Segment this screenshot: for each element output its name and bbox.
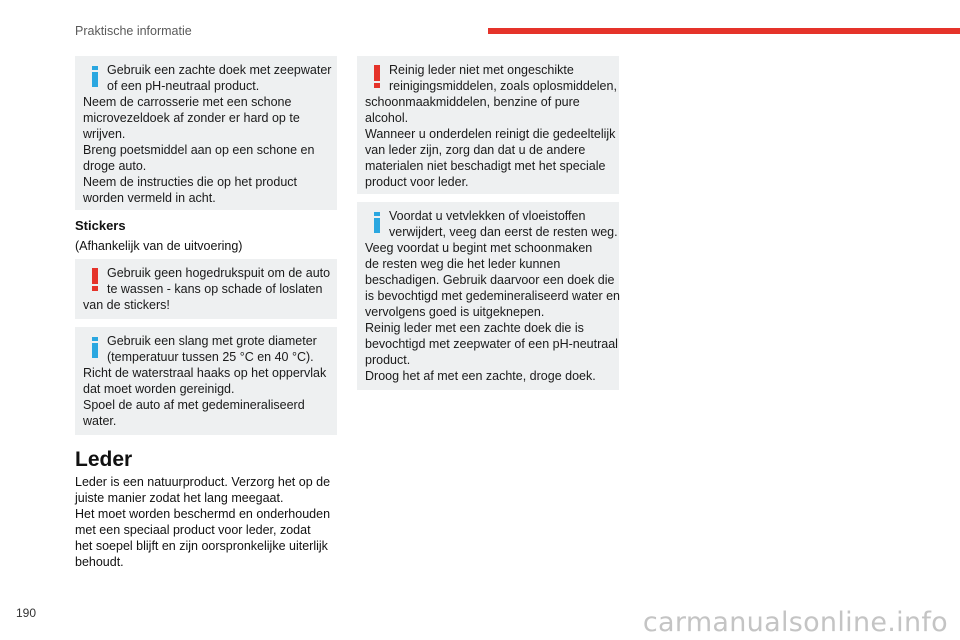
text-line: van leder zijn, zorg dan dat u de andere [365,143,586,157]
text-line: van de stickers! [83,298,170,312]
text-line: beschadigen. Gebruik daarvoor een doek die [365,273,615,287]
leder-heading: Leder [75,448,133,471]
page-number: 190 [16,606,37,620]
text-line: (temperatuur tussen 25 °C en 40 °C). [107,350,314,364]
text-line: Reinig leder met een zachte doek die is [365,321,584,335]
text-line: Reinig leder niet met ongeschikte [389,63,574,77]
text-line: Het moet worden beschermd en onderhouden [75,507,331,521]
watermark: carmanualsonline.info [642,607,948,638]
text-line: Wanneer u onderdelen reinigt die gedeeltelijk [365,127,616,141]
text-line: materialen niet beschadigt met het speciale [365,159,606,173]
text-line: Breng poetsmiddel aan op een schone en [83,143,315,157]
warning-icon [89,267,101,293]
text-line: bevochtigd met zeepwater of een pH-neutraal [365,337,618,351]
text-line: dat moet worden gereinigd. [83,382,235,396]
info-box-hose [75,327,337,435]
text-line: droge auto. [83,159,147,173]
text-line: wrijven. [83,127,126,141]
leder-paragraph [75,474,330,570]
text-line: juiste manier zodat het lang meegaat. [75,491,284,505]
text-line: Droog het af met een zachte, droge doek. [365,369,596,383]
text-line: water. [83,414,117,428]
text-line: product voor leder. [365,175,469,189]
text-line: Richt de waterstraal haaks op het oppervlak [83,366,327,380]
stickers-heading: Stickers [75,218,126,233]
warning-box-leather-cleaning [357,56,619,194]
info-icon [89,64,101,90]
text-line: schoonmaakmiddelen, benzine of pure [365,95,580,109]
text-line: Voordat u vetvlekken of vloeistoffen [389,209,586,223]
text-line: alcohol. [365,111,409,125]
text-line: product. [365,353,411,367]
text-line: Veeg voordat u begint met schoonmaken [365,241,593,255]
warning-box-stickers [75,259,337,319]
text-line: verwijdert, veeg dan eerst de resten weg. [389,225,618,239]
info-box-stains [357,202,619,390]
text-line: behoudt. [75,555,124,569]
header-accent-bar [488,28,960,34]
text-line: is bevochtigd met gedemineraliseerd water en [365,289,620,303]
section-title: Praktische informatie [75,24,192,38]
text-line: vervolgens goed is uitgeknepen. [365,305,545,319]
text-line: het soepel blijft en zijn oorspronkelijke uiterlijk [75,539,328,553]
info-icon [89,335,101,361]
text-line: Spoel de auto af met gedemineraliseerd [83,398,305,412]
text-line: microvezeldoek af zonder er hard op te [83,111,300,125]
text-line: Leder is een natuurproduct. Verzorg het op de [75,475,331,489]
text-line: de resten weg die het leder kunnen [365,257,561,271]
text-line: met een speciaal product voor leder, zodat [75,523,311,537]
text-line: te wassen - kans op schade of loslaten [107,282,323,296]
text-line: Gebruik een zachte doek met zeepwater [107,63,332,77]
text-line: reinigingsmiddelen, zoals oplosmiddelen, [389,79,617,93]
text-line: Neem de instructies die op het product [83,175,298,189]
text-line: Gebruik een slang met grote diameter [107,334,317,348]
text-line: of een pH-neutraal product. [107,79,260,93]
text-line: Gebruik geen hogedrukspuit om de auto [107,266,331,280]
info-icon [371,210,383,236]
text-line: Neem de carrosserie met een schone [83,95,292,109]
stickers-note: (Afhankelijk van de uitvoering) [75,239,243,253]
warning-icon [371,64,383,90]
text-line: worden vermeld in acht. [83,191,216,205]
info-box-washing [75,56,337,210]
